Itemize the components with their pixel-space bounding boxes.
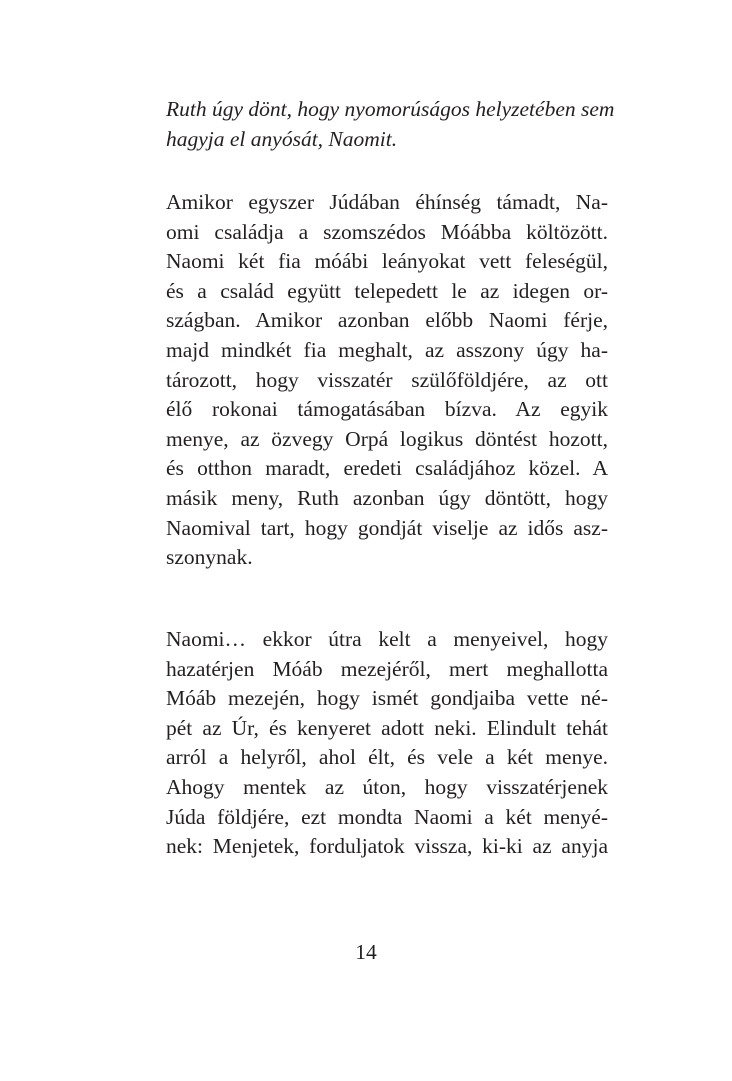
paragraph-line: tározott, hogy visszatér szülőföldjére, az ott bbox=[166, 367, 608, 392]
paragraph-line: menye, az özvegy Orpá logikus döntést hozott, bbox=[166, 426, 608, 451]
paragraph-line: és otthon maradt, eredeti családjához közel. A bbox=[166, 456, 608, 481]
intro-line: hagyja el anyósát, Naomit. bbox=[166, 126, 398, 151]
intro-line: Ruth úgy dönt, hogy nyomorúságos helyzetében sem bbox=[166, 97, 615, 121]
paragraph-line: és a család együtt telepedett le az idegen or- bbox=[166, 278, 608, 303]
paragraph-line: Naomival tart, hogy gondját viselje az idős asz- bbox=[166, 515, 608, 540]
paragraph-line: hazatérjen Móáb mezejéről, mert meghallotta bbox=[166, 656, 608, 681]
paragraph-line: szonynak. bbox=[166, 545, 253, 570]
paragraph-line: majd mindkét fia meghalt, az asszony úgy ha- bbox=[166, 337, 608, 362]
paragraph-2 bbox=[166, 625, 608, 862]
page-number: 14 bbox=[355, 940, 377, 964]
paragraph-line: szágban. Amikor azonban előbb Naomi férje, bbox=[166, 308, 608, 333]
paragraph-line: Ahogy mentek az úton, hogy visszatérjenek bbox=[166, 774, 608, 799]
paragraph-1 bbox=[166, 188, 608, 573]
paragraph-line: Júda földjére, ezt mondta Naomi a két menyé- bbox=[166, 804, 608, 829]
paragraph-line: Naomi két fia móábi leányokat vett feleségül, bbox=[166, 249, 608, 274]
chapter-intro bbox=[166, 95, 615, 154]
paragraph-line: Móáb mezején, hogy ismét gondjaiba vette né- bbox=[166, 686, 608, 711]
paragraph-line: nek: Menjetek, forduljatok vissza, ki-ki az anyja bbox=[166, 834, 608, 859]
paragraph-line: Amikor egyszer Júdában éhínség támadt, Na- bbox=[166, 190, 608, 214]
paragraph-line: élő rokonai támogatásában bízva. Az egyik bbox=[166, 397, 608, 422]
paragraph-line: pét az Úr, és kenyeret adott neki. Elindult tehát bbox=[166, 715, 608, 740]
paragraph-line: arról a helyről, ahol élt, és vele a két menye. bbox=[166, 745, 608, 770]
paragraph-line: Naomi… ekkor útra kelt a menyeivel, hogy bbox=[166, 627, 608, 651]
paragraph-line: másik meny, Ruth azonban úgy döntött, hogy bbox=[166, 485, 608, 510]
paragraph-line: omi családja a szomszédos Móábba költözött. bbox=[166, 219, 608, 244]
